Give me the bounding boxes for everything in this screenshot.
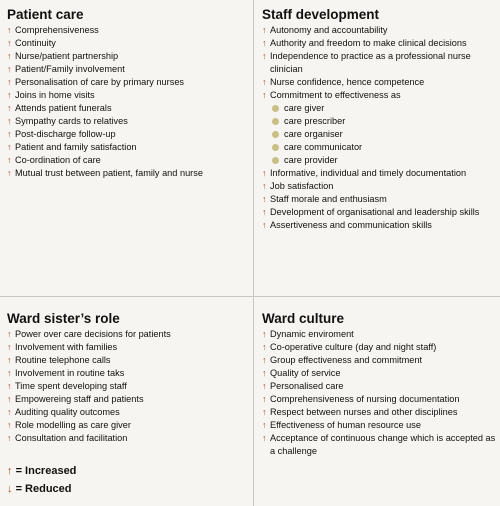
bullet-icon bbox=[272, 157, 279, 164]
up-arrow-icon: ↑ bbox=[7, 342, 12, 352]
list-item-text: Power over care decisions for patients bbox=[15, 329, 171, 339]
up-arrow-icon: ↑ bbox=[262, 38, 267, 48]
list-item-text: Co-operative culture (day and night staff) bbox=[270, 342, 437, 352]
ward-culture-title: Ward culture bbox=[262, 311, 345, 326]
ward-sister-panel bbox=[7, 311, 247, 445]
sub-list-item bbox=[262, 115, 496, 128]
list-item-text: Quality of service bbox=[270, 368, 341, 378]
list-item bbox=[7, 419, 247, 432]
up-arrow-icon: ↑ bbox=[262, 194, 267, 204]
up-arrow-icon: ↑ bbox=[262, 181, 267, 191]
list-item-text: Authority and freedom to make clinical decisions bbox=[270, 38, 467, 48]
list-item bbox=[7, 393, 247, 406]
up-arrow-icon: ↑ bbox=[7, 381, 12, 391]
list-item-text: Respect between nurses and other disciplines bbox=[270, 407, 458, 417]
up-arrow-icon: ↑ bbox=[7, 103, 12, 113]
list-item-text: Job satisfaction bbox=[270, 181, 334, 191]
list-item bbox=[7, 128, 247, 141]
list-item-text: Involvement in routine taks bbox=[15, 368, 125, 378]
bullet-icon bbox=[272, 144, 279, 151]
list-item bbox=[262, 76, 496, 89]
up-arrow-icon: ↑ bbox=[7, 407, 12, 417]
sub-list-item bbox=[262, 102, 496, 115]
list-item bbox=[262, 219, 496, 232]
list-item bbox=[262, 50, 496, 76]
list-item bbox=[7, 50, 247, 63]
list-item bbox=[7, 89, 247, 102]
sub-list-item bbox=[262, 141, 496, 154]
list-item-text: Independence to practice as a professional nurse clinician bbox=[270, 51, 471, 74]
list-item-text: Time spent developing staff bbox=[15, 381, 127, 391]
patient-care-title: Patient care bbox=[7, 7, 84, 22]
list-item-text: Attends patient funerals bbox=[15, 103, 112, 113]
list-item bbox=[7, 115, 247, 128]
up-arrow-icon: ↑ bbox=[7, 25, 12, 35]
legend-reduced bbox=[7, 480, 76, 498]
list-item-text: Empowereing staff and patients bbox=[15, 394, 144, 404]
list-item bbox=[262, 24, 496, 37]
up-arrow-icon: ↑ bbox=[7, 368, 12, 378]
down-arrow-icon: ↓ bbox=[7, 483, 13, 495]
up-arrow-icon: ↑ bbox=[262, 433, 267, 443]
sub-list-item bbox=[262, 128, 496, 141]
up-arrow-icon: ↑ bbox=[7, 129, 12, 139]
list-item bbox=[262, 341, 496, 354]
up-arrow-icon: ↑ bbox=[262, 77, 267, 87]
legend-increased bbox=[7, 462, 76, 480]
list-item-text: Co-ordination of care bbox=[15, 155, 101, 165]
up-arrow-icon: ↑ bbox=[262, 329, 267, 339]
up-arrow-icon: ↑ bbox=[7, 394, 12, 404]
list-item-text: Autonomy and accountability bbox=[270, 25, 388, 35]
up-arrow-icon: ↑ bbox=[7, 64, 12, 74]
up-arrow-icon: ↑ bbox=[262, 168, 267, 178]
up-arrow-icon: ↑ bbox=[7, 142, 12, 152]
list-item bbox=[7, 167, 247, 180]
list-item-text: Involvement with families bbox=[15, 342, 118, 352]
ward-sister-list bbox=[7, 328, 247, 445]
up-arrow-icon: ↑ bbox=[262, 25, 267, 35]
list-item bbox=[7, 328, 247, 341]
horizontal-divider bbox=[0, 296, 500, 297]
up-arrow-icon: ↑ bbox=[7, 168, 12, 178]
sub-list-item-text: care prescriber bbox=[284, 116, 346, 126]
list-item-text: Personalised care bbox=[270, 381, 344, 391]
list-item-text: Role modelling as care giver bbox=[15, 420, 131, 430]
up-arrow-icon: ↑ bbox=[7, 420, 12, 430]
list-item bbox=[262, 37, 496, 50]
up-arrow-icon: ↑ bbox=[262, 207, 267, 217]
up-arrow-icon: ↑ bbox=[262, 420, 267, 430]
list-item bbox=[262, 167, 496, 180]
list-item-text: Post-discharge follow-up bbox=[15, 129, 116, 139]
list-item-text: Informative, individual and timely documentation bbox=[270, 168, 467, 178]
list-item-text: Comprehensiveness of nursing documentation bbox=[270, 394, 460, 404]
list-item bbox=[7, 380, 247, 393]
list-item bbox=[7, 406, 247, 419]
list-item-text: Nurse confidence, hence competence bbox=[270, 77, 425, 87]
list-item bbox=[262, 193, 496, 206]
up-arrow-icon: ↑ bbox=[7, 77, 12, 87]
legend-increased-label: = Increased bbox=[15, 465, 77, 477]
ward-culture-list bbox=[262, 328, 496, 458]
list-item bbox=[7, 37, 247, 50]
bullet-icon bbox=[272, 118, 279, 125]
up-arrow-icon: ↑ bbox=[262, 90, 267, 100]
list-item-text: Staff morale and enthusiasm bbox=[270, 194, 387, 204]
list-item bbox=[262, 380, 496, 393]
staff-development-list bbox=[262, 24, 496, 232]
up-arrow-icon: ↑ bbox=[262, 394, 267, 404]
up-arrow-icon: ↑ bbox=[7, 329, 12, 339]
list-item bbox=[7, 367, 247, 380]
list-item bbox=[262, 206, 496, 219]
up-arrow-icon: ↑ bbox=[262, 342, 267, 352]
list-item-text: Patient and family satisfaction bbox=[15, 142, 137, 152]
up-arrow-icon: ↑ bbox=[7, 155, 12, 165]
list-item-text: Auditing quality outcomes bbox=[15, 407, 120, 417]
list-item bbox=[262, 432, 496, 458]
list-item-text: Assertiveness and communication skills bbox=[270, 220, 432, 230]
vertical-divider bbox=[253, 0, 254, 506]
list-item-text: Sympathy cards to relatives bbox=[15, 116, 128, 126]
list-item-text: Comprehensiveness bbox=[15, 25, 99, 35]
patient-care-list bbox=[7, 24, 247, 180]
staff-development-title: Staff development bbox=[262, 7, 380, 22]
list-item bbox=[7, 24, 247, 37]
list-item-text: Consultation and facilitation bbox=[15, 433, 128, 443]
up-arrow-icon: ↑ bbox=[7, 38, 12, 48]
up-arrow-icon: ↑ bbox=[7, 433, 12, 443]
list-item-text: Dynamic enviroment bbox=[270, 329, 354, 339]
list-item-text: Mutual trust between patient, family and nurse bbox=[15, 168, 203, 178]
legend bbox=[7, 462, 76, 498]
list-item bbox=[262, 89, 496, 102]
bullet-icon bbox=[272, 131, 279, 138]
up-arrow-icon: ↑ bbox=[7, 465, 13, 477]
patient-care-panel bbox=[7, 7, 247, 180]
up-arrow-icon: ↑ bbox=[7, 116, 12, 126]
list-item bbox=[7, 432, 247, 445]
up-arrow-icon: ↑ bbox=[262, 51, 267, 61]
list-item bbox=[262, 180, 496, 193]
list-item bbox=[262, 367, 496, 380]
up-arrow-icon: ↑ bbox=[7, 90, 12, 100]
list-item-text: Joins in home visits bbox=[15, 90, 95, 100]
ward-sister-title: Ward sister’s role bbox=[7, 311, 120, 326]
list-item bbox=[262, 419, 496, 432]
list-item-text: Commitment to effectiveness as bbox=[270, 90, 401, 100]
list-item bbox=[7, 341, 247, 354]
sub-list-item bbox=[262, 154, 496, 167]
list-item bbox=[7, 76, 247, 89]
bullet-icon bbox=[272, 105, 279, 112]
sub-list-item-text: care communicator bbox=[284, 142, 363, 152]
sub-list-item-text: care provider bbox=[284, 155, 338, 165]
up-arrow-icon: ↑ bbox=[262, 368, 267, 378]
up-arrow-icon: ↑ bbox=[262, 355, 267, 365]
list-item bbox=[262, 406, 496, 419]
list-item-text: Effectiveness of human resource use bbox=[270, 420, 421, 430]
staff-development-panel bbox=[262, 7, 496, 232]
list-item bbox=[262, 328, 496, 341]
list-item bbox=[7, 141, 247, 154]
list-item bbox=[262, 354, 496, 367]
list-item-text: Continuity bbox=[15, 38, 56, 48]
up-arrow-icon: ↑ bbox=[262, 220, 267, 230]
list-item bbox=[7, 102, 247, 115]
list-item bbox=[7, 154, 247, 167]
up-arrow-icon: ↑ bbox=[262, 381, 267, 391]
up-arrow-icon: ↑ bbox=[7, 355, 12, 365]
list-item bbox=[7, 63, 247, 76]
list-item bbox=[262, 393, 496, 406]
list-item-text: Development of organisational and leadership skills bbox=[270, 207, 480, 217]
up-arrow-icon: ↑ bbox=[262, 407, 267, 417]
ward-culture-panel bbox=[262, 311, 496, 458]
sub-list-item-text: care giver bbox=[284, 103, 325, 113]
list-item-text: Group effectiveness and commitment bbox=[270, 355, 423, 365]
list-item-text: Nurse/patient partnership bbox=[15, 51, 119, 61]
list-item-text: Routine telephone calls bbox=[15, 355, 111, 365]
list-item-text: Acceptance of continuous change which is accepted as a challenge bbox=[270, 433, 496, 456]
sub-list-item-text: care organiser bbox=[284, 129, 343, 139]
list-item bbox=[7, 354, 247, 367]
list-item-text: Patient/Family involvement bbox=[15, 64, 125, 74]
list-item-text: Personalisation of care by primary nurses bbox=[15, 77, 185, 87]
up-arrow-icon: ↑ bbox=[7, 51, 12, 61]
legend-reduced-label: = Reduced bbox=[15, 483, 72, 495]
